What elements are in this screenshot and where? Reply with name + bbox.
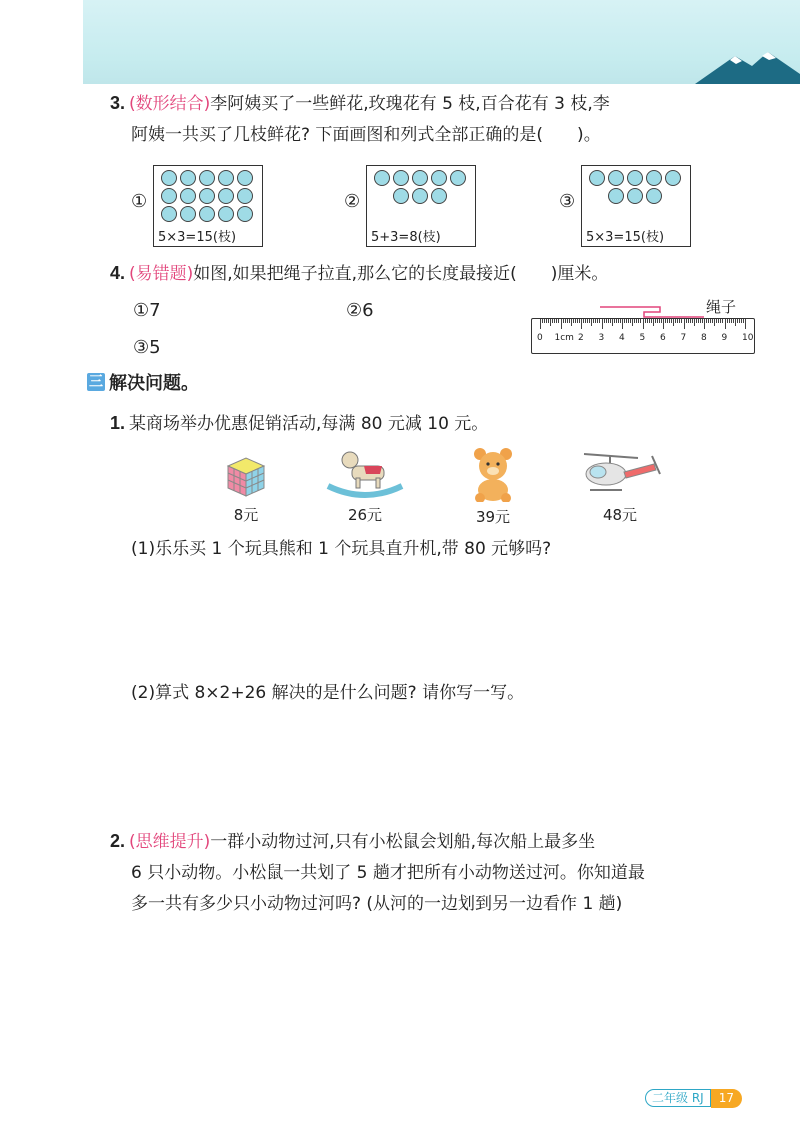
ruler-tick bbox=[647, 319, 648, 323]
ruler-tick bbox=[737, 319, 738, 323]
ruler-tick bbox=[546, 319, 547, 323]
ruler-tick bbox=[745, 319, 746, 329]
flower-circle bbox=[608, 170, 624, 186]
ruler-tick bbox=[540, 319, 541, 329]
ruler-tick bbox=[645, 319, 646, 323]
section-heading bbox=[87, 369, 199, 395]
q3-option-2-figure bbox=[366, 165, 476, 247]
ruler-tick bbox=[569, 319, 570, 323]
ruler-tick bbox=[651, 319, 652, 323]
problem-tag: (思维提升) bbox=[129, 832, 211, 852]
flower-circle bbox=[646, 170, 662, 186]
q3-option-1-figure bbox=[153, 165, 263, 247]
problem-text: 某商场举办优惠促销活动,每满 80 元减 10 元。 bbox=[129, 414, 489, 434]
flower-circle bbox=[608, 188, 624, 204]
ruler-tick bbox=[548, 319, 549, 323]
question-text-line: 李阿姨买了一些鲜花,玫瑰花有 5 枝,百合花有 3 枝,李 bbox=[210, 94, 610, 114]
ruler-tick bbox=[550, 319, 551, 326]
ruler-tick bbox=[659, 319, 660, 323]
problem-1-sub-1: (1)乐乐买 1 个玩具熊和 1 个玩具直升机,带 80 元够吗? bbox=[131, 539, 552, 559]
flower-circle bbox=[393, 170, 409, 186]
ruler-tick bbox=[602, 319, 603, 329]
ruler-tick bbox=[743, 319, 744, 323]
ruler-tick bbox=[653, 319, 654, 326]
ruler-tick bbox=[727, 319, 728, 323]
ruler-tick bbox=[700, 319, 701, 323]
flower-circle bbox=[393, 188, 409, 204]
q4-option-1[interactable]: ①7 bbox=[133, 300, 161, 321]
ruler-tick bbox=[725, 319, 726, 329]
ruler-tick bbox=[694, 319, 695, 326]
ruler-tick bbox=[649, 319, 650, 323]
ruler-tick bbox=[577, 319, 578, 323]
ruler-tick bbox=[716, 319, 717, 323]
flower-circle bbox=[450, 170, 466, 186]
q4-option-2[interactable]: ②6 bbox=[346, 300, 374, 321]
teddy-bear-toy-icon bbox=[466, 446, 520, 502]
ruler-tick bbox=[597, 319, 598, 323]
ruler-tick bbox=[698, 319, 699, 323]
ruler-tick bbox=[552, 319, 553, 323]
ruler-tick bbox=[696, 319, 697, 323]
flower-circle bbox=[218, 170, 234, 186]
problem-2 bbox=[110, 826, 770, 920]
ruler-tick bbox=[589, 319, 590, 323]
ruler-tick bbox=[712, 319, 713, 323]
problem-number: 1. bbox=[110, 413, 126, 433]
ruler-tick bbox=[708, 319, 709, 323]
ruler-tick bbox=[626, 319, 627, 323]
ruler bbox=[531, 318, 755, 354]
ruler-tick bbox=[610, 319, 611, 323]
toy-cube bbox=[218, 452, 274, 525]
ruler-tick bbox=[608, 319, 609, 323]
ruler-tick bbox=[673, 319, 674, 326]
ruler-tick bbox=[690, 319, 691, 323]
ruler-tick bbox=[720, 319, 721, 323]
problem-text-line: 多一共有多少只小动物过河吗? (从河的一边划到另一边看作 1 趟) bbox=[131, 894, 623, 914]
ruler-tick bbox=[606, 319, 607, 323]
problem-text-line: 6 只小动物。小松鼠一共划了 5 趟才把所有小动物送过河。你知道最 bbox=[131, 863, 645, 883]
q3-option-2-label[interactable]: ② bbox=[344, 191, 361, 212]
ruler-tick bbox=[638, 319, 639, 323]
ruler-tick bbox=[616, 319, 617, 323]
flower-circle bbox=[199, 188, 215, 204]
ruler-tick-label: 0 bbox=[537, 333, 543, 343]
q4-option-3[interactable]: ③5 bbox=[133, 337, 161, 358]
ruler-tick bbox=[714, 319, 715, 326]
ruler-tick bbox=[604, 319, 605, 323]
page-footer bbox=[645, 1088, 742, 1108]
ruler-tick-label: 6 bbox=[660, 333, 666, 343]
ruler-tick bbox=[663, 319, 664, 329]
toy-price: 8元 bbox=[233, 506, 259, 524]
ruler-tick bbox=[618, 319, 619, 323]
ruler-tick bbox=[688, 319, 689, 323]
toy-rocking-horse bbox=[322, 446, 408, 525]
question-number: 4. bbox=[110, 263, 126, 283]
ruler-tick bbox=[675, 319, 676, 323]
question-number: 3. bbox=[110, 93, 126, 113]
ruler-tick bbox=[599, 319, 600, 323]
flower-circle bbox=[665, 170, 681, 186]
problem-number: 2. bbox=[110, 831, 126, 851]
ruler-tick-label: 5 bbox=[639, 333, 646, 343]
ruler-tick bbox=[640, 319, 641, 323]
helicopter-toy-icon bbox=[576, 448, 664, 500]
question-3 bbox=[110, 88, 770, 151]
ruler-tick bbox=[544, 319, 545, 323]
ruler-tick bbox=[741, 319, 742, 323]
ruler-tick bbox=[692, 319, 693, 323]
flower-circle bbox=[412, 170, 428, 186]
toy-price: 39元 bbox=[475, 508, 511, 526]
flower-circle bbox=[431, 170, 447, 186]
flower-circle bbox=[412, 188, 428, 204]
ruler-tick bbox=[556, 319, 557, 323]
ruler-tick bbox=[643, 319, 644, 329]
flower-circle bbox=[218, 188, 234, 204]
ruler-tick bbox=[593, 319, 594, 323]
question-tag: (易错题) bbox=[129, 264, 194, 284]
ruler-tick bbox=[681, 319, 682, 323]
ruler-tick bbox=[657, 319, 658, 323]
ruler-tick-label: 3 bbox=[598, 333, 605, 343]
question-4 bbox=[110, 258, 770, 290]
ruler-tick-label: 2 bbox=[578, 333, 584, 343]
cube-toy-icon bbox=[224, 452, 268, 500]
q3-option-formula: 5×3=15(枝) bbox=[158, 230, 237, 245]
ruler-tick bbox=[587, 319, 588, 323]
ruler-tick bbox=[567, 319, 568, 323]
ruler-tick bbox=[739, 319, 740, 323]
flower-circle bbox=[589, 170, 605, 186]
ruler-tick bbox=[679, 319, 680, 323]
question-tag: (数形结合) bbox=[129, 94, 211, 114]
ruler-tick bbox=[554, 319, 555, 323]
flower-circle bbox=[237, 206, 253, 222]
ruler-tick bbox=[710, 319, 711, 323]
ruler-tick bbox=[561, 319, 562, 329]
flower-circle bbox=[161, 170, 177, 186]
flower-circle bbox=[180, 170, 196, 186]
rope-label: 绳子 bbox=[706, 298, 737, 316]
flower-circle bbox=[161, 206, 177, 222]
flower-circle bbox=[237, 188, 253, 204]
ruler-tick bbox=[684, 319, 685, 329]
ruler-tick bbox=[661, 319, 662, 323]
section-number-icon: 三 bbox=[89, 374, 103, 390]
ruler-tick bbox=[632, 319, 633, 326]
flower-circle bbox=[237, 170, 253, 186]
q3-option-3-figure bbox=[581, 165, 691, 247]
flower-circle bbox=[199, 170, 215, 186]
rocking-horse-toy-icon bbox=[322, 446, 408, 500]
ruler-tick bbox=[571, 319, 572, 326]
ruler-tick-label: 4 bbox=[619, 333, 625, 343]
q3-option-3-label[interactable]: ③ bbox=[559, 191, 576, 212]
ruler-tick bbox=[704, 319, 705, 329]
ruler-tick bbox=[669, 319, 670, 323]
ruler-tick bbox=[579, 319, 580, 323]
flower-circle bbox=[374, 170, 390, 186]
flower-circle bbox=[627, 188, 643, 204]
ruler-tick bbox=[636, 319, 637, 323]
q3-option-formula: 5+3=8(枝) bbox=[371, 230, 441, 245]
flower-circle bbox=[431, 188, 447, 204]
page-number: 17 bbox=[711, 1089, 742, 1108]
problem-1 bbox=[110, 408, 770, 440]
mountain-icon bbox=[690, 44, 800, 84]
section-title: 解决问题。 bbox=[109, 373, 199, 394]
ruler-tick bbox=[729, 319, 730, 323]
ruler-tick bbox=[735, 319, 736, 326]
ruler-tick bbox=[575, 319, 576, 323]
flower-circle bbox=[180, 188, 196, 204]
ruler-tick bbox=[718, 319, 719, 323]
flower-circle bbox=[218, 206, 234, 222]
ruler-tick bbox=[733, 319, 734, 323]
flower-circle bbox=[646, 188, 662, 204]
problem-text-line: 一群小动物过河,只有小松鼠会划船,每次船上最多坐 bbox=[210, 832, 596, 852]
ruler-tick bbox=[628, 319, 629, 323]
ruler-tick bbox=[573, 319, 574, 323]
ruler-tick bbox=[581, 319, 582, 329]
q3-option-1-label[interactable]: ① bbox=[131, 191, 148, 212]
question-text: 如图,如果把绳子拉直,那么它的长度最接近( )厘米。 bbox=[193, 264, 609, 284]
flower-circle bbox=[627, 170, 643, 186]
problem-1-sub-2: (2)算式 8×2+26 解决的是什么问题? 请你写一写。 bbox=[131, 683, 525, 703]
ruler-tick bbox=[583, 319, 584, 323]
ruler-tick bbox=[634, 319, 635, 323]
ruler-tick bbox=[612, 319, 613, 326]
ruler-tick bbox=[591, 319, 592, 326]
ruler-tick bbox=[702, 319, 703, 323]
ruler-tick-label: 8 bbox=[701, 333, 707, 343]
ruler-tick bbox=[655, 319, 656, 323]
toy-teddy-bear bbox=[463, 446, 523, 527]
ruler-tick bbox=[565, 319, 566, 323]
toy-price: 48元 bbox=[602, 506, 638, 524]
ruler-tick bbox=[686, 319, 687, 323]
toy-helicopter bbox=[575, 448, 665, 525]
header-banner bbox=[83, 0, 800, 84]
ruler-tick bbox=[677, 319, 678, 323]
grade-label: 二年级 RJ bbox=[645, 1089, 711, 1107]
q3-option-formula: 5×3=15(枝) bbox=[586, 230, 665, 245]
ruler-tick bbox=[665, 319, 666, 323]
ruler-tick bbox=[624, 319, 625, 323]
ruler-tick bbox=[563, 319, 564, 323]
question-text-line: 阿姨一共买了几枝鲜花? 下面画图和列式全部正确的是( )。 bbox=[131, 125, 601, 145]
ruler-tick bbox=[614, 319, 615, 323]
ruler-tick bbox=[722, 319, 723, 323]
flower-circle bbox=[199, 206, 215, 222]
ruler-tick-label: 7 bbox=[680, 333, 687, 343]
ruler-tick bbox=[558, 319, 559, 323]
ruler-tick bbox=[585, 319, 586, 323]
flower-circle bbox=[180, 206, 196, 222]
ruler-tick bbox=[595, 319, 596, 323]
ruler-tick bbox=[620, 319, 621, 323]
toy-price: 26元 bbox=[347, 506, 383, 524]
flower-circle bbox=[161, 188, 177, 204]
ruler-tick-label: 10 bbox=[742, 333, 754, 343]
ruler-tick bbox=[622, 319, 623, 329]
ruler-tick bbox=[706, 319, 707, 323]
ruler-tick bbox=[667, 319, 668, 323]
ruler-tick bbox=[630, 319, 631, 323]
ruler-tick bbox=[542, 319, 543, 323]
ruler-tick bbox=[731, 319, 732, 323]
ruler-tick bbox=[671, 319, 672, 323]
ruler-tick-label: 1cm bbox=[554, 333, 574, 343]
ruler-tick-label: 9 bbox=[721, 333, 728, 343]
